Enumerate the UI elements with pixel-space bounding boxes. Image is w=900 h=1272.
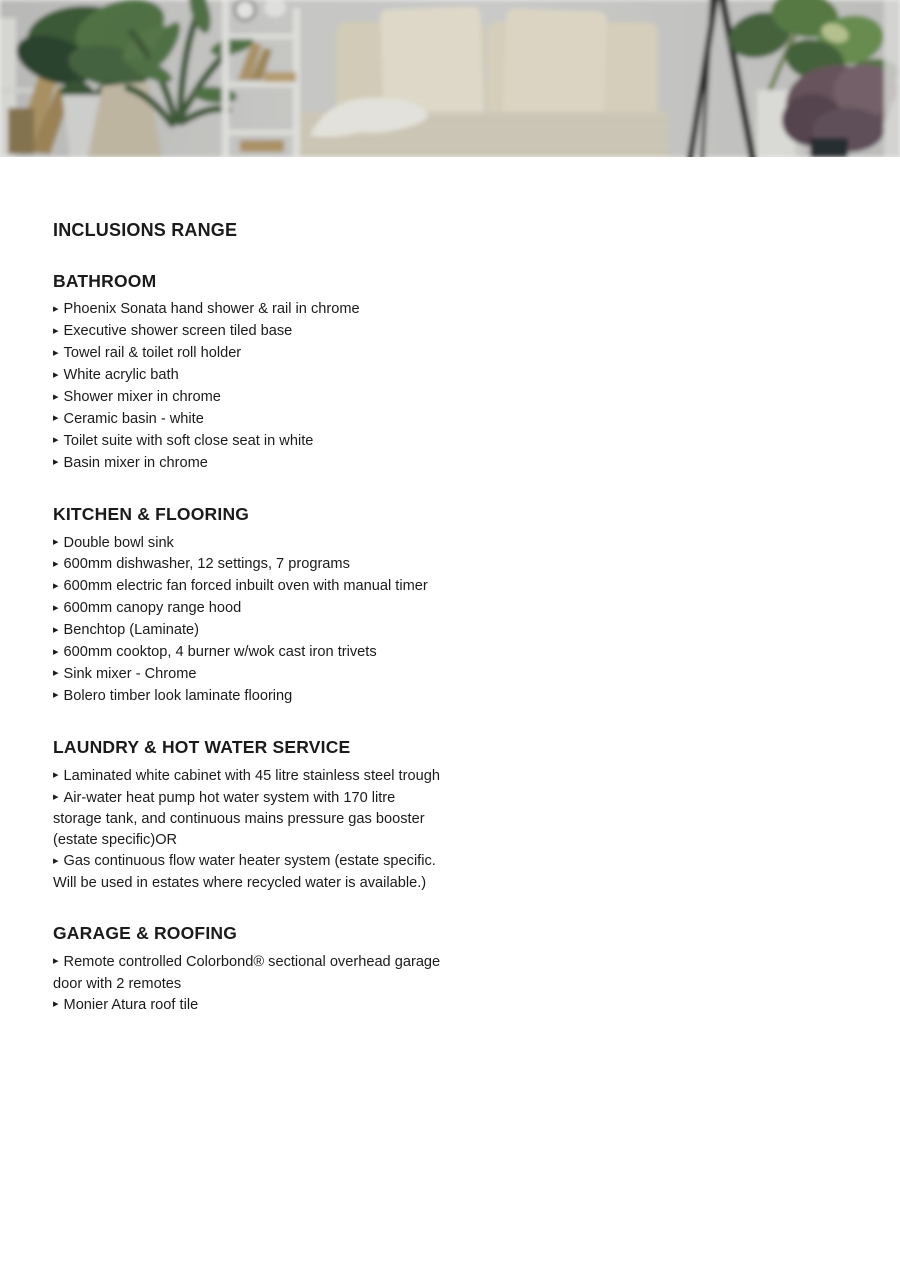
triangle-bullet-icon: ▸	[53, 998, 59, 1011]
list-item-text: Benchtop (Laminate)	[63, 622, 200, 639]
list-item	[53, 554, 443, 576]
triangle-bullet-icon: ▸	[53, 854, 59, 867]
hero-image	[0, 0, 900, 157]
page-title: INCLUSIONS RANGE	[53, 220, 238, 240]
list-item	[53, 952, 443, 995]
list-item-text: Laminated white cabinet with 45 litre stainless steel trough	[63, 767, 440, 784]
list-item-text: Phoenix Sonata hand shower & rail in chrome	[63, 301, 360, 318]
triangle-bullet-icon: ▸	[53, 645, 59, 658]
list-item-text: Shower mixer in chrome	[63, 389, 221, 405]
triangle-bullet-icon: ▸	[53, 412, 59, 425]
list-item	[53, 453, 443, 475]
list-item-text: Monier Atura roof tile	[63, 996, 199, 1013]
list-item	[53, 851, 443, 894]
triangle-bullet-icon: ▸	[53, 791, 59, 804]
list-item	[53, 343, 443, 365]
inclusions-content	[53, 219, 443, 1017]
inclusions-section	[53, 504, 443, 708]
list-item-text: 600mm electric fan forced inbuilt oven with manual timer	[63, 578, 428, 595]
triangle-bullet-icon: ▸	[53, 601, 59, 614]
list-item-text: 600mm cooktop, 4 burner w/wok cast iron trivets	[63, 644, 377, 661]
list-item-text: Remote controlled Colorbond® sectional overhead garage door with 2 remotes	[53, 953, 441, 992]
triangle-bullet-icon: ▸	[53, 390, 59, 403]
list-item	[53, 642, 443, 664]
list-item	[53, 620, 443, 642]
inclusions-list	[53, 952, 443, 1017]
inclusions-section	[53, 271, 443, 475]
inclusions-list	[53, 299, 443, 474]
list-item	[53, 431, 443, 453]
inclusions-section	[53, 923, 443, 1017]
list-item-text: Double bowl sink	[63, 534, 174, 551]
section-heading: BATHROOM	[53, 270, 157, 291]
section-heading: LAUNDRY & HOT WATER SERVICE	[53, 736, 351, 757]
list-item	[53, 766, 443, 788]
triangle-bullet-icon: ▸	[53, 434, 59, 447]
list-item-text: Basin mixer in chrome	[63, 454, 208, 471]
triangle-bullet-icon: ▸	[53, 689, 59, 702]
list-item-text: Bolero timber look laminate flooring	[63, 687, 293, 704]
list-item-text: Towel rail & toilet roll holder	[63, 345, 242, 362]
list-item	[53, 576, 443, 598]
list-item-text: Toilet suite with soft close seat in white	[63, 432, 314, 449]
list-item-text: 600mm dishwasher, 12 settings, 7 programs	[63, 556, 350, 573]
list-item-text: Gas continuous flow water heater system (estate specific. Will be used in estates where recycled water is available.)	[53, 853, 436, 892]
triangle-bullet-icon: ▸	[53, 324, 59, 337]
triangle-bullet-icon: ▸	[53, 368, 59, 381]
triangle-bullet-icon: ▸	[53, 302, 59, 315]
triangle-bullet-icon: ▸	[53, 557, 59, 570]
list-item	[53, 409, 443, 431]
triangle-bullet-icon: ▸	[53, 579, 59, 592]
inclusions-list	[53, 766, 443, 894]
bedroom-photo-illustration	[0, 0, 900, 157]
triangle-bullet-icon: ▸	[53, 955, 59, 968]
list-item-text: Ceramic basin - white	[63, 410, 204, 427]
list-item	[53, 664, 443, 686]
list-item	[53, 299, 443, 321]
triangle-bullet-icon: ▸	[53, 667, 59, 680]
sections-container	[53, 271, 443, 1017]
triangle-bullet-icon: ▸	[53, 536, 59, 548]
list-item	[53, 598, 443, 620]
list-item-text: White acrylic bath	[63, 367, 179, 384]
section-heading: GARAGE & ROOFING	[53, 923, 238, 944]
triangle-bullet-icon: ▸	[53, 623, 59, 636]
list-item	[53, 686, 443, 708]
list-item	[53, 321, 443, 343]
list-item-text: Air-water heat pump hot water system with 170 litre storage tank, and continuous mains pressure gas booster (estate specific)OR	[53, 789, 425, 849]
list-item-text: Executive shower screen tiled base	[63, 323, 293, 340]
list-item-text: Sink mixer - Chrome	[63, 665, 197, 682]
list-item-text: 600mm canopy range hood	[63, 600, 242, 617]
photo-dim-overlay	[0, 0, 900, 157]
list-item	[53, 788, 443, 852]
section-heading: KITCHEN & FLOORING	[53, 503, 250, 524]
list-item	[53, 387, 443, 409]
list-item	[53, 995, 443, 1017]
triangle-bullet-icon: ▸	[53, 456, 59, 469]
triangle-bullet-icon: ▸	[53, 346, 59, 359]
triangle-bullet-icon: ▸	[53, 769, 59, 782]
list-item	[53, 365, 443, 387]
inclusions-section	[53, 737, 443, 894]
inclusions-list	[53, 533, 443, 708]
list-item	[53, 533, 443, 555]
